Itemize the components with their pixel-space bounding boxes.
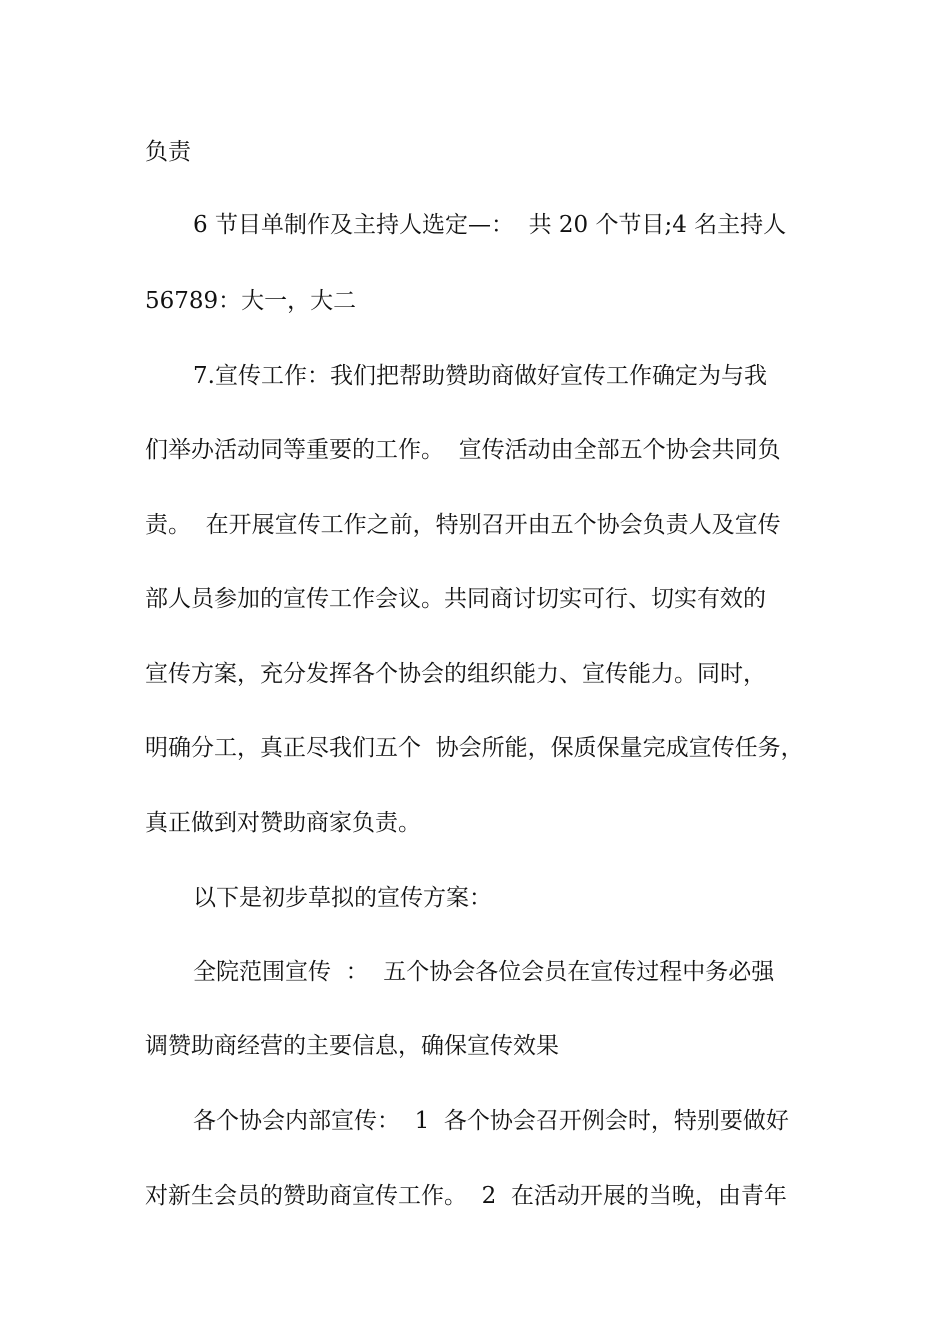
text-line: 以下是初步草拟的宣传方案： [193, 885, 492, 911]
text-line: 们举办活动同等重要的工作。 宣传活动由全部五个协会共同负 [145, 437, 781, 463]
text-line: 宣传方案，充分发挥各个协会的组织能力、宣传能力。同时， [145, 661, 766, 687]
text-line: 对新生会员的赞助商宣传工作。 2 在活动开展的当晚，由青年 [145, 1183, 787, 1209]
text-line: 部人员参加的宣传工作会议。共同商讨切实可行、切实有效的 [145, 586, 766, 612]
text-line: 负责 [145, 139, 191, 165]
text-line: 6 节目单制作及主持人选定—： 共 20 个节目;4 名主持人 [193, 212, 787, 238]
text-line: 全院范围宣传 ： 五个协会各位会员在宣传过程中务必强 [193, 959, 775, 985]
text-line: 7.宣传工作：我们把帮助赞助商做好宣传工作确定为与我 [193, 363, 767, 389]
text-line: 明确分工，真正尽我们五个 协会所能，保质保量完成宣传任务， [145, 735, 804, 761]
text-line: 56789：大一，大二 [145, 288, 357, 314]
text-line: 调赞助商经营的主要信息，确保宣传效果 [145, 1033, 559, 1059]
text-line: 责。 在开展宣传工作之前，特别召开由五个协会负责人及宣传 [145, 512, 781, 538]
text-line: 真正做到对赞助商家负责。 [145, 810, 421, 836]
text-line: 各个协会内部宣传： 1 各个协会召开例会时，特别要做好 [193, 1108, 789, 1134]
